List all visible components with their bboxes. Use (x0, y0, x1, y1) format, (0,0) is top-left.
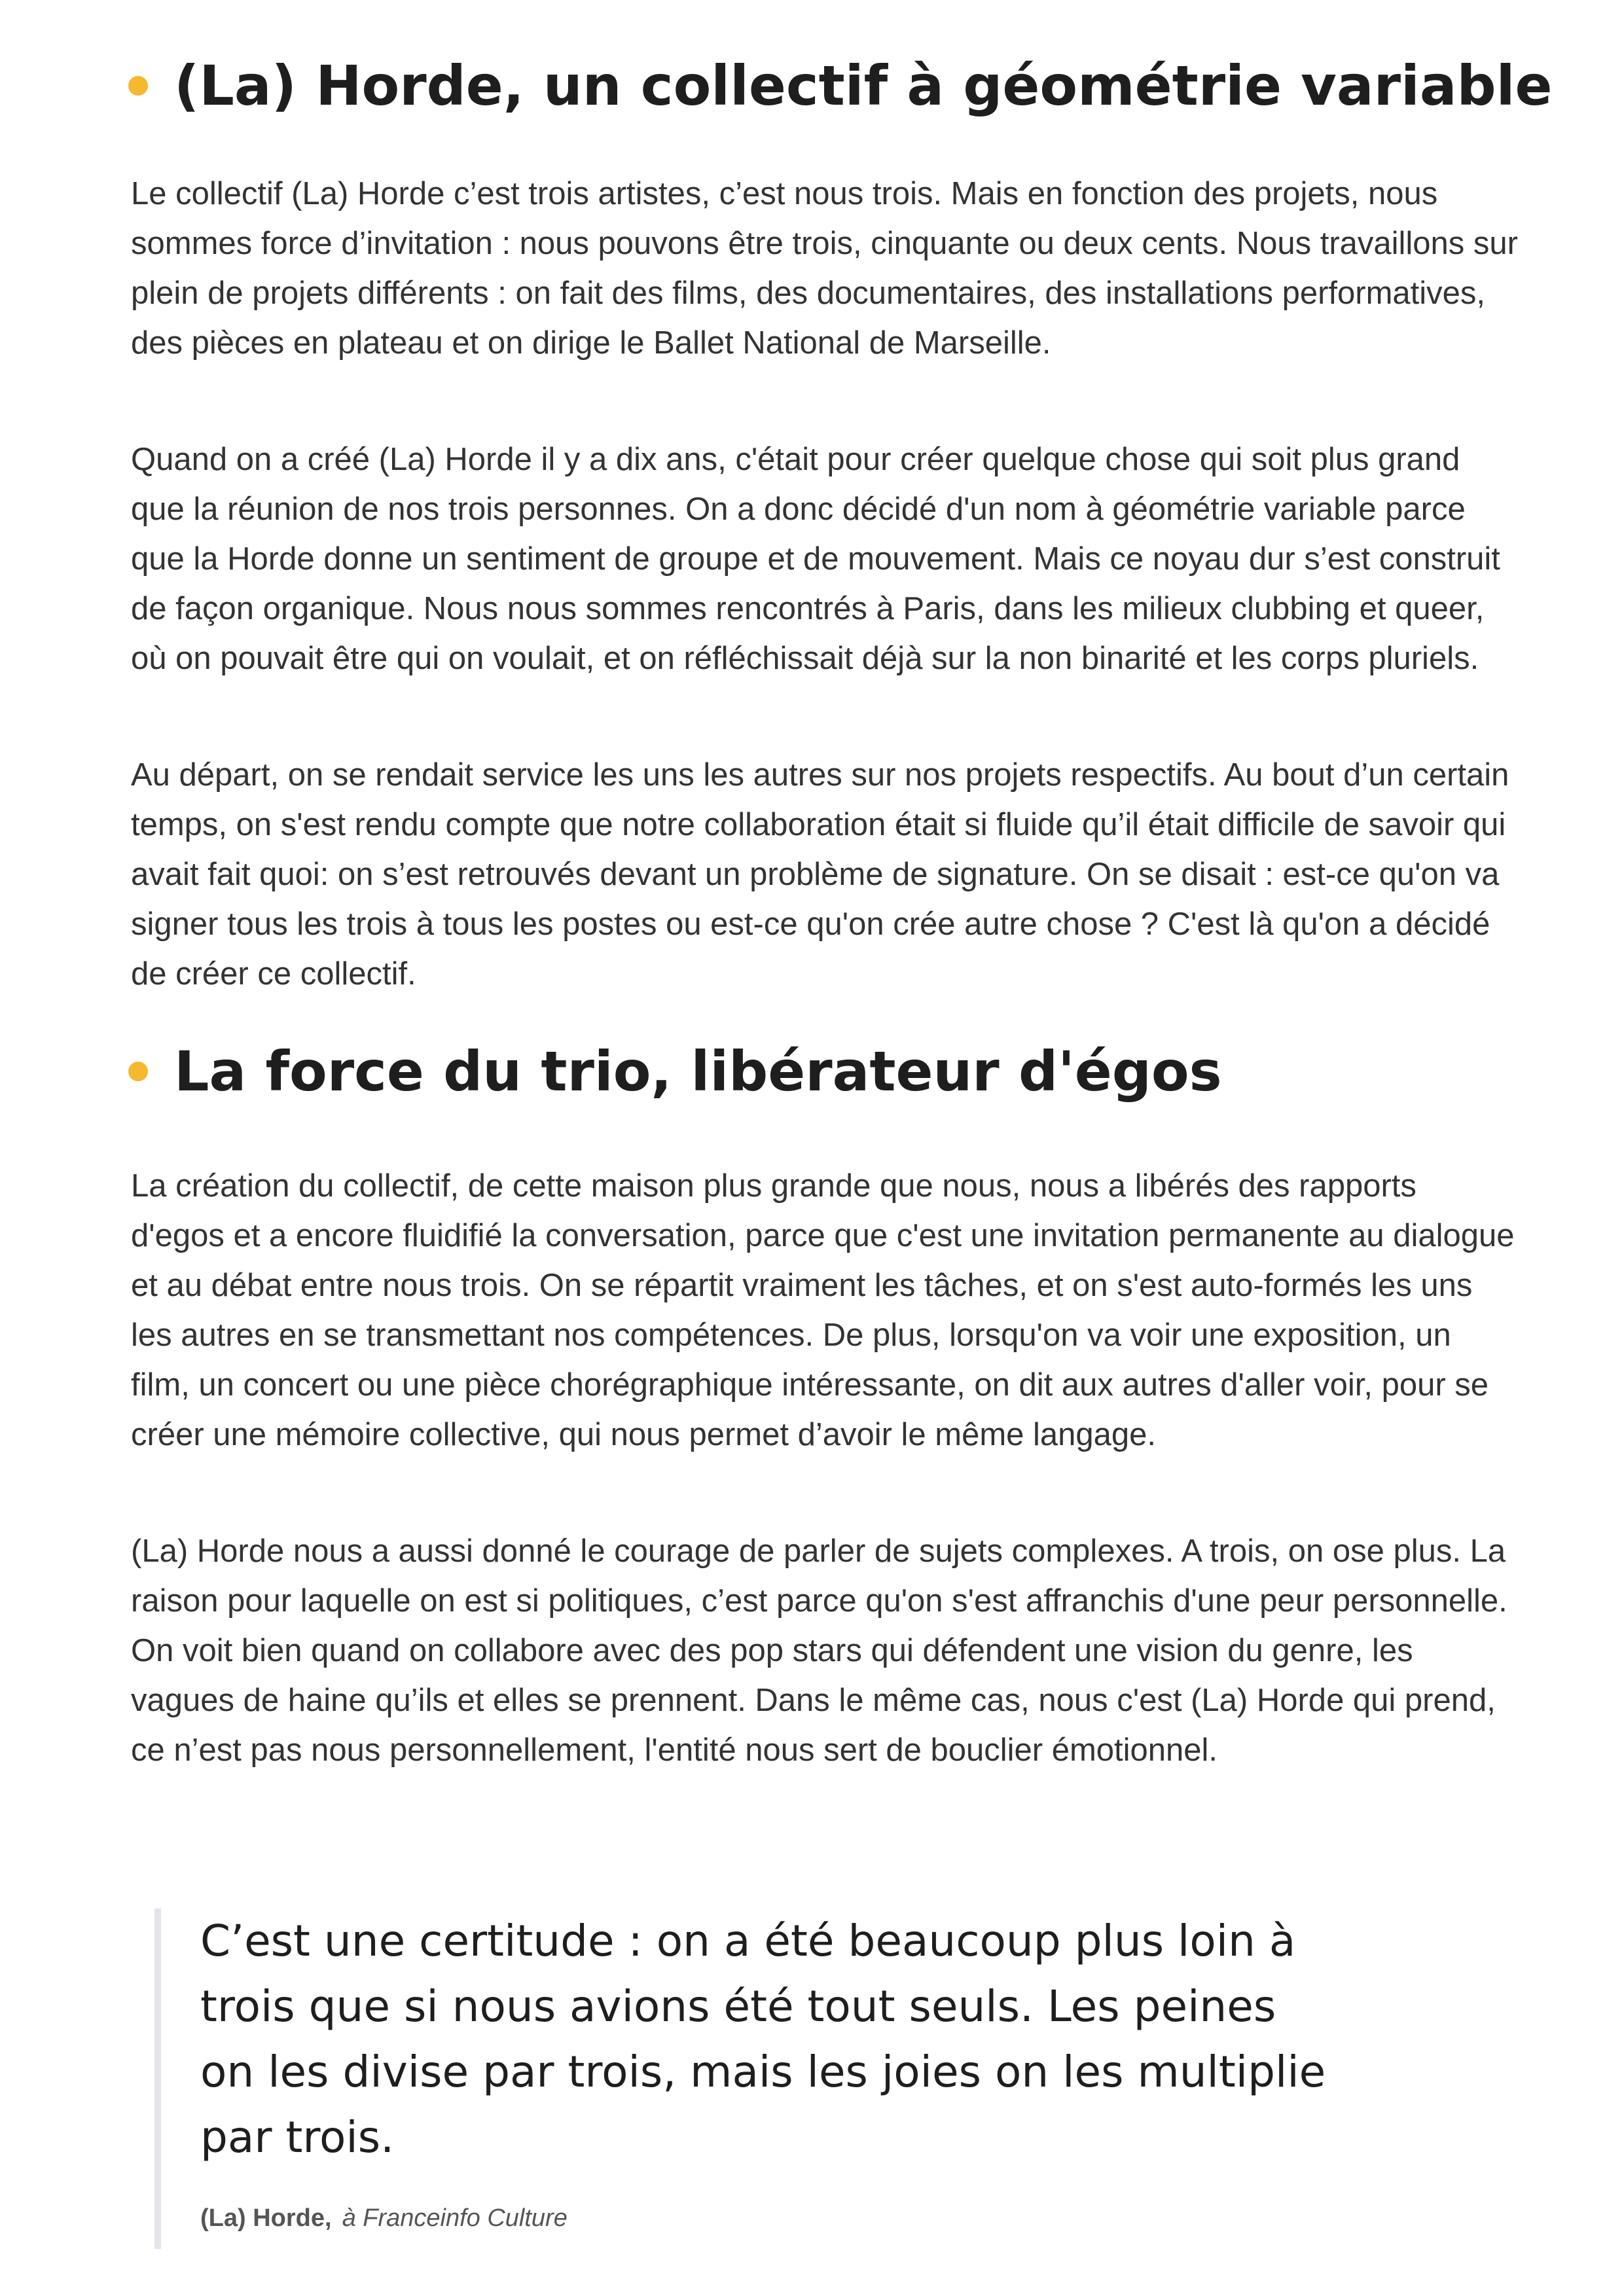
paragraph: La création du collectif, de cette maison plus grande que nous, nous a libérés des rapports d'egos et a encore fluidifié la conversation, parce que c'est une invitation permanente au dialogue et au débat entre nous trois. On se répartit vraiment les tâches, et on s'est auto-formés les uns les autres en se transmettant nos compétences. De plus, lorsqu'on va voir une exposition, un film, un concert ou une pièce chorégraphique intéressante, on dit aux autres d'aller voir, pour se créer une mémoire collective, qui nous permet d’avoir le même langage. (131, 1168, 1515, 1452)
quote-citation (200, 2204, 568, 2233)
paragraph: Au départ, on se rendait service les uns les autres sur nos projets respectifs. Au bout d’un certain temps, on s'est rendu compte que notre collaboration était si fluide qu’il était difficile de savoir qui avait fait quoi: on s’est retrouvés devant un problème de signature. On se disait : est-ce qu'on va signer tous les trois à tous les postes ou est-ce qu'on crée autre chose ? C'est là qu'on a décidé de créer ce collectif. (131, 757, 1509, 992)
quote-source: à Franceinfo Culture (342, 2204, 568, 2232)
paragraph: Le collectif (La) Horde c’est trois artistes, c’est nous trois. Mais en fonction des projets, nous sommes force d’invitation : nous pouvons être trois, cinquante ou deux cents. Nous travaillons sur plein de projets différents : on fait des films, des documentaires, des installations performatives, des pièces en plateau et on dirige le Ballet National de Marseille. (131, 176, 1518, 361)
section-heading (128, 54, 1552, 118)
pull-quote (154, 1909, 1405, 2249)
paragraph: Quand on a créé (La) Horde il y a dix ans, c'était pour créer quelque chose qui soit plus grand que la réunion de nos trois personnes. On a donc décidé d'un nom à géométrie variable parce que la Horde donne un sentiment de groupe et de mouvement. Mais ce noyau dur s’est construit de façon organique. Nous nous sommes rencontrés à Paris, dans les milieux clubbing et queer, où on pouvait être qui on voulait, et on réfléchissait déjà sur la non binarité et les corps pluriels. (131, 442, 1500, 676)
quote-text: C’est une certitude : on a été beaucoup plus loin à trois que si nous avions été tout seuls. Les peines on les divise par trois, mais les joies on les multiplie par trois. (200, 1916, 1326, 2162)
section-heading (128, 1039, 1222, 1103)
quote-author: (La) Horde, (200, 2204, 332, 2232)
bullet-dot-icon (128, 1062, 148, 1081)
bullet-dot-icon (128, 76, 148, 96)
paragraph: (La) Horde nous a aussi donné le courage de parler de sujets complexes. A trois, on ose plus. La raison pour laquelle on est si politiques, c’est parce qu'on s'est affranchis d'une peur personnelle. On voit bien quand on collabore avec des pop stars qui défendent une vision du genre, les vagues de haine qu’ils et elles se prennent. Dans le même cas, nous c'est (La) Horde qui prend, ce n’est pas nous personnellement, l'entité nous sert de bouclier émotionnel. (131, 1534, 1507, 1768)
section-heading-text: (La) Horde, un collectif à géométrie variable (174, 54, 1553, 118)
section-heading-text: La force du trio, libérateur d'égos (174, 1039, 1222, 1103)
